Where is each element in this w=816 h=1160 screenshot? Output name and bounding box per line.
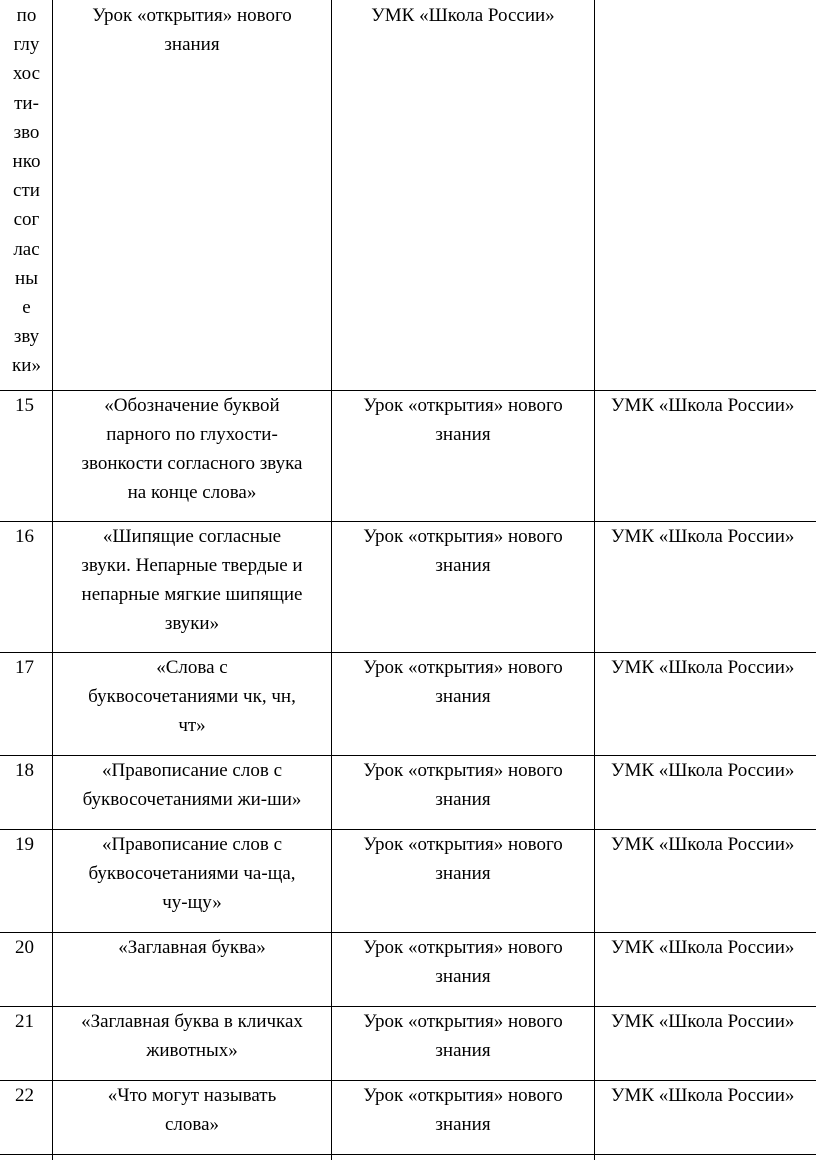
- umk-cell: УМК «Школа России»: [611, 657, 795, 678]
- topic-cell: «Слова с буквосочетаниями чк, чн, чт»: [88, 657, 296, 736]
- row-number: 22: [15, 1085, 34, 1106]
- topic-cell: «Правописание слов с буквосочетаниями ча-ща, чу-щу»: [88, 834, 296, 913]
- lesson-type-cell: Урок «открытия» нового знания: [363, 1085, 563, 1135]
- topic-cell: «Заглавная буква в кличках животных»: [81, 1011, 303, 1061]
- topic-cell: «Правописание слов с буквосочетаниями жи-ши»: [82, 760, 302, 810]
- lesson-type-cell: Урок «открытия» нового знания: [92, 5, 292, 55]
- table-vline: [594, 0, 595, 1160]
- topic-cell: «Заглавная буква»: [118, 937, 266, 958]
- umk-cell: УМК «Школа России»: [611, 526, 795, 547]
- topic-cell: «Обозначение буквой парного по глухости- звонкости согласного звука на конце слова»: [81, 395, 303, 503]
- table-hline: [0, 1154, 816, 1155]
- topic-fragment-line: зво: [13, 121, 40, 143]
- umk-cell: УМК «Школа России»: [611, 937, 795, 958]
- row-number: 18: [15, 760, 34, 781]
- umk-cell: УМК «Школа России»: [611, 395, 795, 416]
- topic-fragment-line: ны: [15, 267, 38, 289]
- topic-fragment-line: е: [22, 297, 31, 319]
- lesson-type-cell: Урок «открытия» нового знания: [363, 937, 563, 987]
- lesson-type-cell: Урок «открытия» нового знания: [363, 760, 563, 810]
- row-number: 17: [15, 657, 34, 678]
- topic-fragment-line: по: [16, 5, 37, 26]
- topic-fragment-line: лас: [13, 238, 40, 260]
- topic-fragment-line: ки»: [12, 355, 41, 377]
- topic-fragment-line: глу: [13, 34, 40, 56]
- topic-fragment-line: зву: [13, 326, 40, 348]
- topic-fragment-line: хос: [12, 63, 41, 85]
- umk-cell: УМК «Школа России»: [371, 5, 555, 26]
- topic-fragment-line: сог: [13, 209, 40, 231]
- row-number: 19: [15, 834, 34, 855]
- umk-cell: УМК «Школа России»: [611, 760, 795, 781]
- lesson-type-cell: Урок «открытия» нового знания: [363, 657, 563, 707]
- topic-cell: «Шипящие согласные звуки. Непарные твердые и непарные мягкие шипящие звуки»: [81, 526, 303, 634]
- row-number: 21: [15, 1011, 34, 1032]
- row-number: 16: [15, 526, 34, 547]
- topic-fragment-line: ти-: [14, 92, 39, 114]
- topic-fragment-line: сти: [13, 180, 40, 202]
- lesson-type-cell: Урок «открытия» нового знания: [363, 526, 563, 576]
- umk-cell: УМК «Школа России»: [611, 1011, 795, 1032]
- row-number: 15: [15, 395, 34, 416]
- row-number: 20: [15, 937, 34, 958]
- lesson-type-cell: Урок «открытия» нового знания: [363, 395, 563, 445]
- umk-cell: УМК «Школа России»: [611, 1085, 795, 1106]
- topic-fragment-line: нко: [12, 151, 41, 173]
- lesson-type-cell: Урок «открытия» нового знания: [363, 1011, 563, 1061]
- umk-cell: УМК «Школа России»: [611, 834, 795, 855]
- topic-cell: «Что могут называть слова»: [107, 1085, 277, 1135]
- lesson-type-cell: Урок «открытия» нового знания: [363, 834, 563, 884]
- topic-cell-continued: [0, 0, 53, 381]
